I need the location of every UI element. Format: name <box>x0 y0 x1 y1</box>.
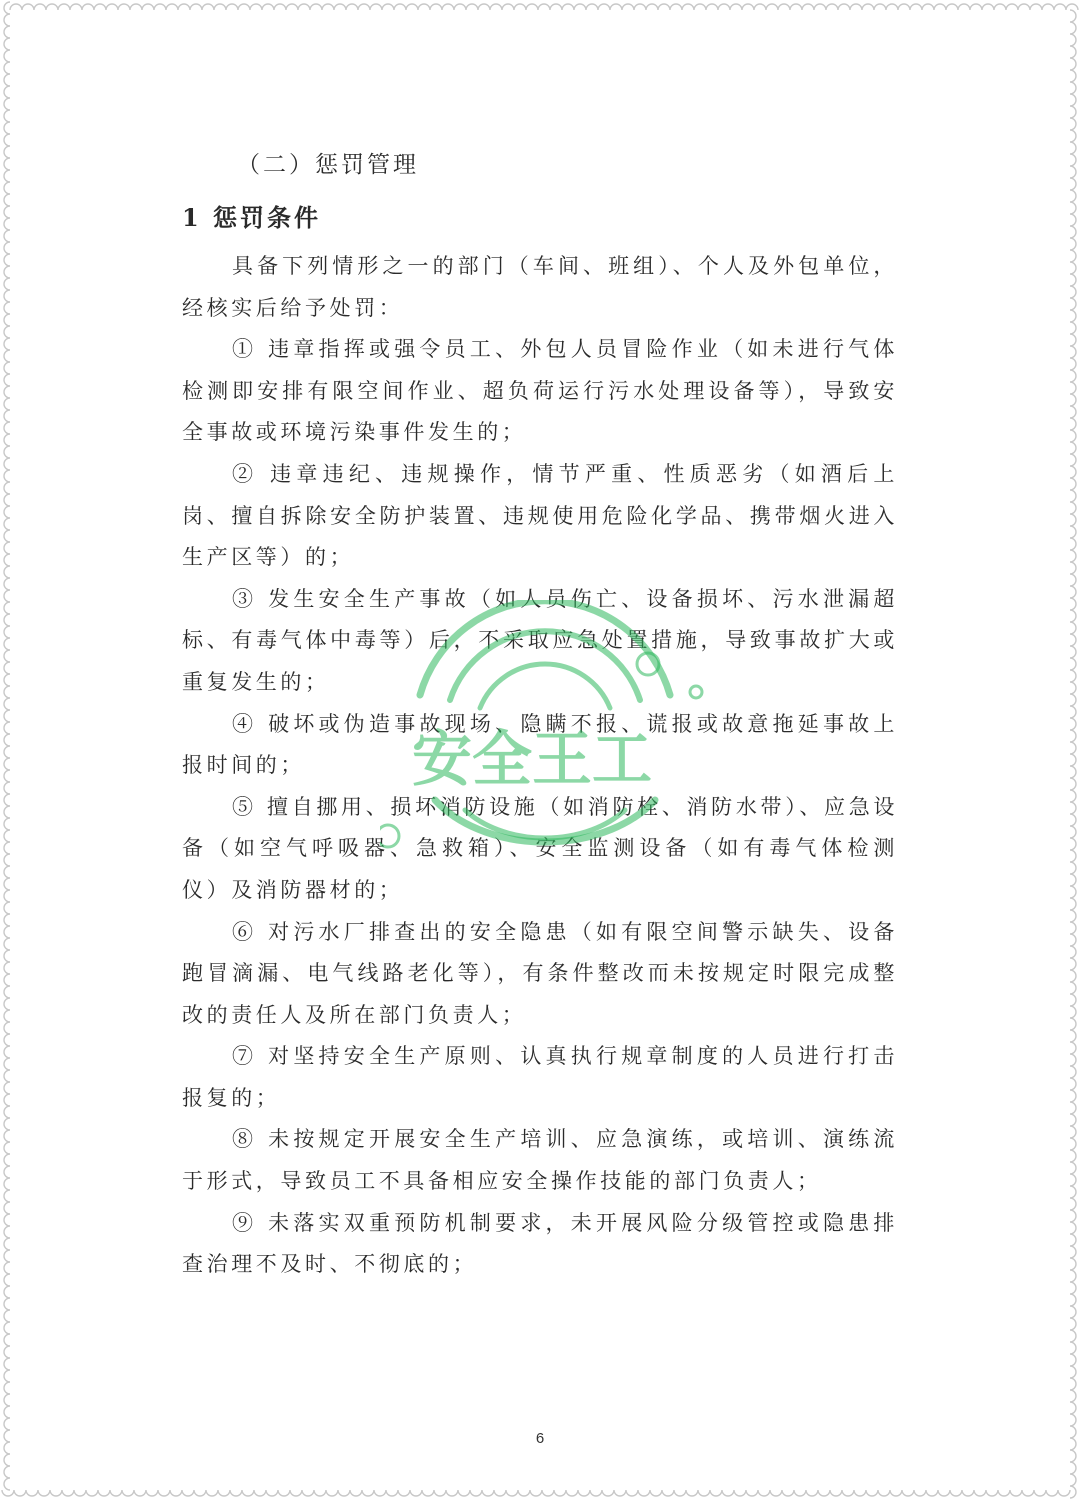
paragraph-item-2: ② 违章违纪、违规操作，情节严重、性质恶劣（如酒后上岗、擅自拆除安全防护装置、违规使用危险化学品、携带烟火进入生产区等）的； <box>182 461 898 570</box>
watermark-text: 安全王工 <box>412 725 652 795</box>
paragraph-item-6: ⑥ 对污水厂排查出的安全隐患（如有限空间警示缺失、设备跑冒滴漏、电气线路老化等），有条件整改而未按规定时限完成整改的责任人及所在部门负责人； <box>182 919 898 1027</box>
body-text <box>182 246 898 1286</box>
paragraph-item-7: ⑦ 对坚持安全生产原则、认真执行规章制度的人员进行打击报复的； <box>182 1044 898 1110</box>
sub-title: 1 惩罚条件 <box>182 203 322 232</box>
paragraph-item-8: ⑧ 未按规定开展安全生产培训、应急演练，或培训、演练流于形式，导致员工不具备相应安全操作技能的部门负责人； <box>182 1127 898 1194</box>
paragraph-item-1: ① 违章指挥或强令员工、外包人员冒险作业（如未进行气体检测即安排有限空间作业、超负荷运行污水处理设备等），导致安全事故或环境污染事件发生的； <box>182 337 898 445</box>
section-title: （二）惩罚管理 <box>237 152 419 178</box>
paragraph-item-3: ③ 发生安全生产事故（如人员伤亡、设备损坏、污水泄漏超标、有毒气体中毒等）后，不采取应急处置措施，导致事故扩大或重复发生的； <box>182 586 898 694</box>
paragraph-item-4: ④ 破坏或伪造事故现场、隐瞒不报、谎报或故意拖延事故上报时间的； <box>182 711 898 778</box>
paragraph-intro: 具备下列情形之一的部门（车间、班组）、个人及外包单位，经核实后给予处罚： <box>182 254 898 320</box>
page-number: 6 <box>535 1430 545 1447</box>
paragraph-item-5: ⑤ 擅自挪用、损坏消防设施（如消防栓、消防水带）、应急设备（如空气呼吸器、急救箱）、安全监测设备（如有毒气体检测仪）及消防器材的； <box>182 794 898 902</box>
paragraph-item-9: ⑨ 未落实双重预防机制要求，未开展风险分级管控或隐患排查治理不及时、不彻底的； <box>182 1210 898 1277</box>
